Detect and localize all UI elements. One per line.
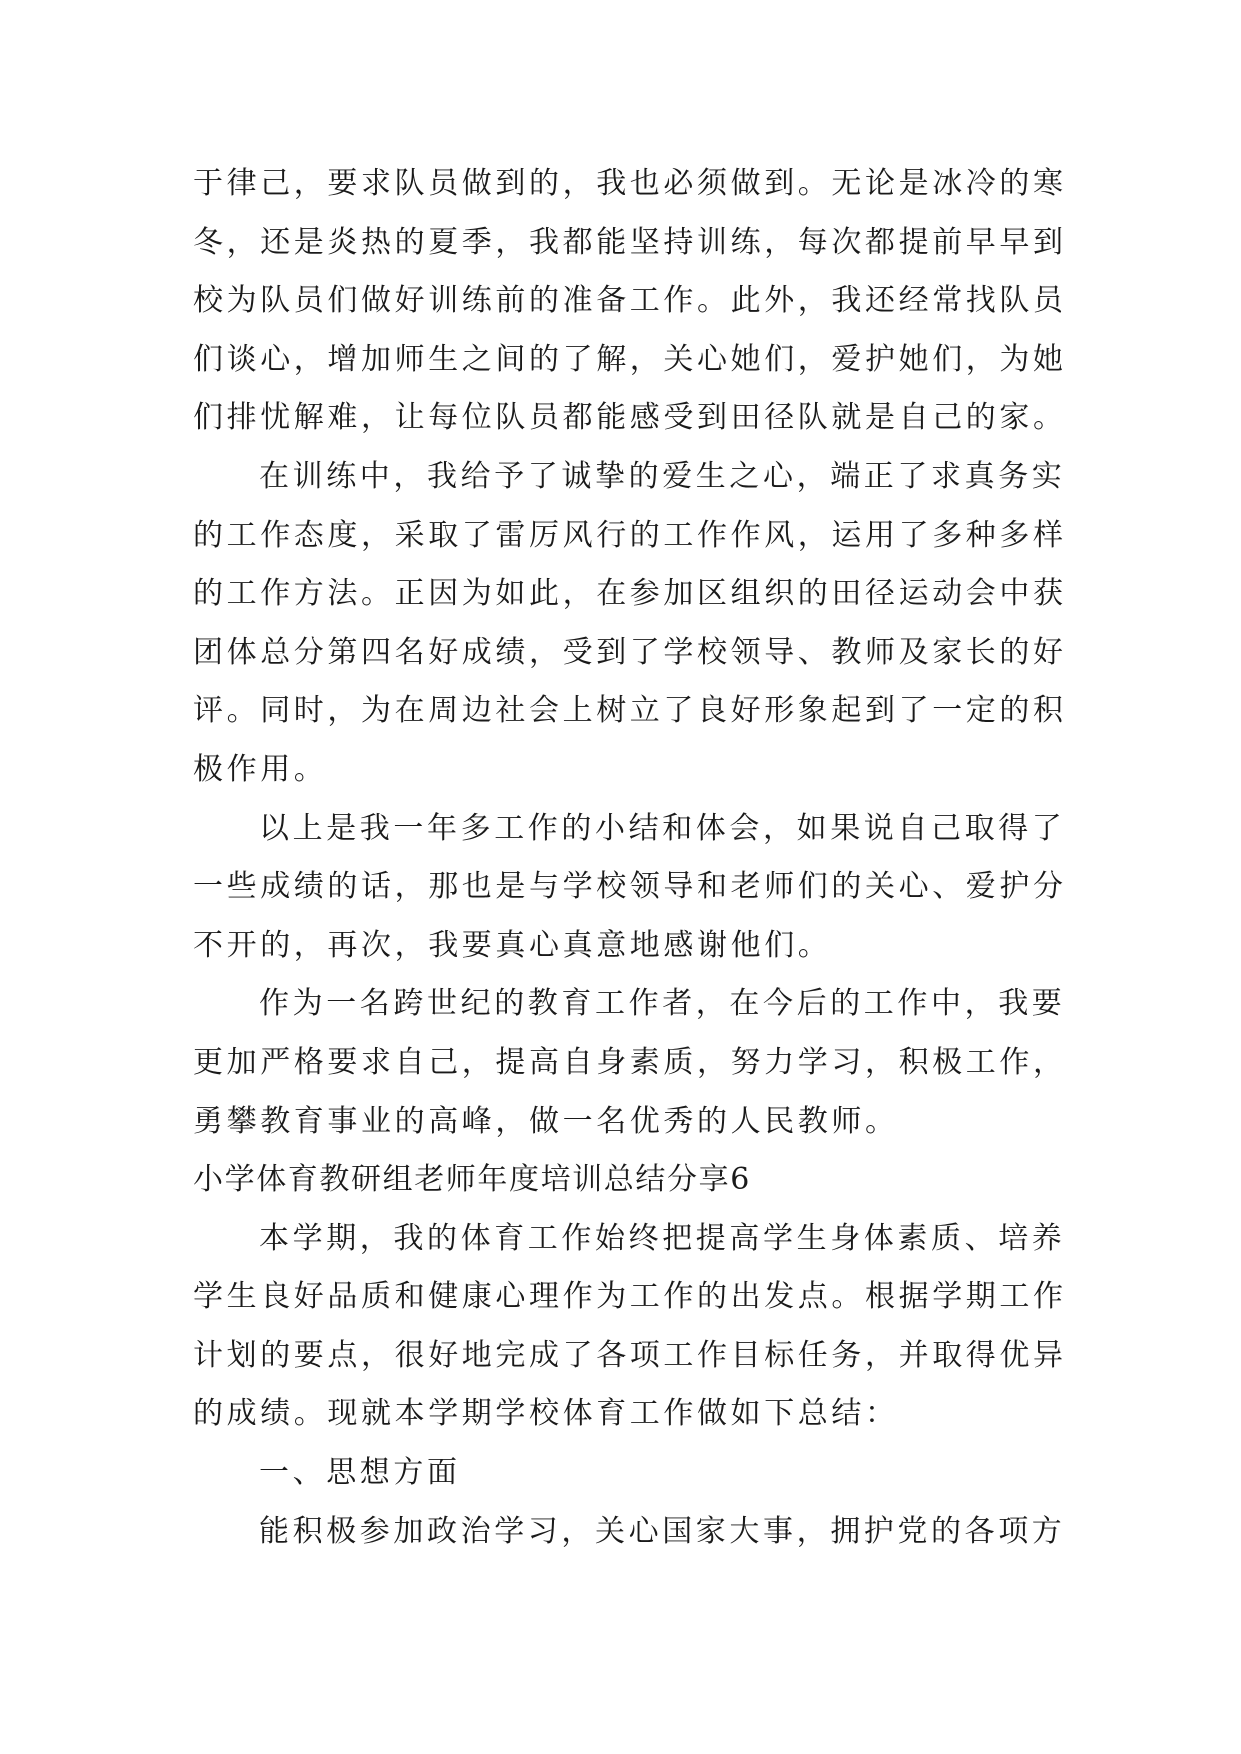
text-line: 校为队员们做好训练前的准备工作。此外，我还经常找队员 [193,283,1067,319]
text-line: 学生良好品质和健康心理作为工作的出发点。根据学期工作 [193,1279,1067,1315]
text-line: 不开的，再次，我要真心真意地感谢他们。 [193,927,832,963]
document-body [193,155,1073,1561]
text-line: 评。同时，为在周边社会上树立了良好形象起到了一定的积 [193,693,1067,729]
text-line: 勇攀教育事业的高峰，做一名优秀的人民教师。 [193,1103,899,1139]
paragraph-start-line: 以上是我一年多工作的小结和体会，如果说自己取得了 [259,810,1066,846]
subsection-heading: 一、思想方面 [259,1455,461,1491]
section-heading: 小学体育教研组老师年度培训总结分享6 [193,1162,751,1198]
paragraph-start-line: 能积极参加政治学习，关心国家大事，拥护党的各项方 [259,1513,1066,1549]
text-line: 一些成绩的话，那也是与学校领导和老师们的关心、爱护分 [193,869,1067,905]
text-line: 的工作态度，采取了雷厉风行的工作作风，运用了多种多样 [193,517,1067,553]
text-line: 冬，还是炎热的夏季，我都能坚持训练，每次都提前早早到 [193,224,1067,260]
paragraph-start-line: 本学期，我的体育工作始终把提高学生身体素质、培养 [259,1220,1066,1256]
text-line: 的工作方法。正因为如此，在参加区组织的田径运动会中获 [193,576,1067,612]
paragraph-start-line: 在训练中，我给予了诚挚的爱生之心，端正了求真务实 [259,458,1066,494]
text-line: 极作用。 [193,751,328,787]
text-line: 们谈心，增加师生之间的了解，关心她们，爱护她们，为她 [193,341,1067,377]
text-line: 们排忧解难，让每位队员都能感受到田径队就是自己的家。 [193,400,1067,436]
text-line: 于律己，要求队员做到的，我也必须做到。无论是冰冷的寒 [193,166,1067,201]
text-line: 团体总分第四名好成绩，受到了学校领导、教师及家长的好 [193,634,1067,670]
text-line: 计划的要点，很好地完成了各项工作目标任务，并取得优异 [193,1337,1067,1373]
text-line: 的成绩。现就本学期学校体育工作做如下总结： [193,1396,899,1432]
text-line: 更加严格要求自己，提高自身素质，努力学习，积极工作， [193,1044,1067,1080]
paragraph-start-line: 作为一名跨世纪的教育工作者，在今后的工作中，我要 [259,986,1066,1022]
